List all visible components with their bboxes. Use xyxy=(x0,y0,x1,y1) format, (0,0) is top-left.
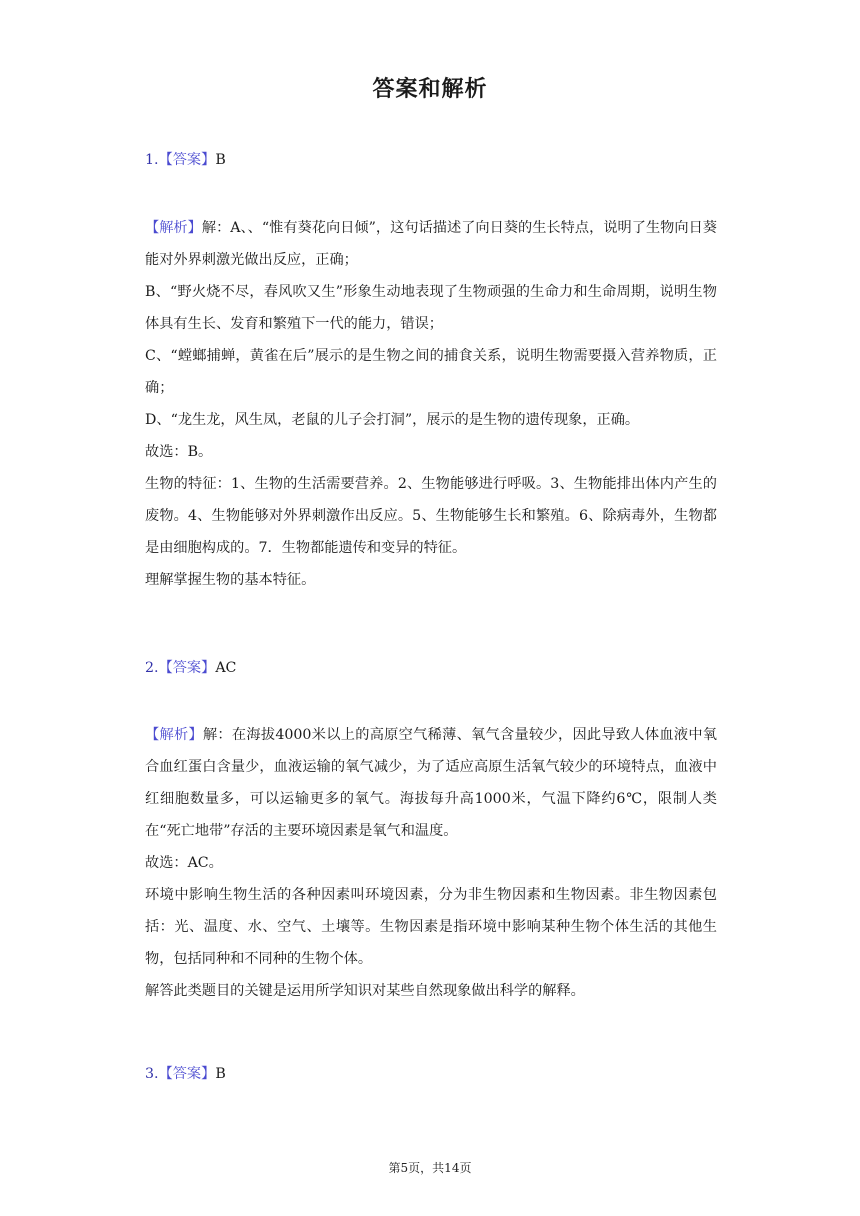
answer-line-q1 xyxy=(145,144,226,176)
answer-line-q3 xyxy=(145,1058,226,1090)
analysis-paragraph: 【解析】解：在海拔4000米以上的高原空气稀薄、氧气含量较少，因此导致人体血液中氧合血红蛋白含量少，血液运输的氧气减少，为了适应高原生活氧气较少的环境特点，血液中红细胞数量多，可以运输更多的氧气。海拔每升高1000米，气温下降约6℃，限制人类在“死亡地带”存活的主要环境因素是氧气和温度。 xyxy=(145,727,717,839)
analysis-paragraph: 【解析】解：A、、“惟有葵花向日倾”，这句话描述了向日葵的生长特点，说明了生物向日葵能对外界刺激光做出反应，正确； xyxy=(145,220,717,268)
analysis-q1 xyxy=(145,212,717,596)
page-title: 答案和解析 xyxy=(372,77,488,102)
analysis-q2 xyxy=(145,719,717,1007)
answer-value: B xyxy=(215,152,226,168)
analysis-paragraph: 环境中影响生物生活的各种因素叫环境因素，分为非生物因素和生物因素。非生物因素包括：光、温度、水、空气、土壤等。生物因素是指环境中影响某种生物个体生活的其他生物，包括同种和不同种的生物个体。 xyxy=(145,887,717,967)
page-footer: 第5页，共14页 xyxy=(388,1161,472,1175)
question-number: 2. xyxy=(145,660,159,676)
analysis-paragraph: 解答此类题目的关键是运用所学知识对某些自然现象做出科学的解释。 xyxy=(145,983,585,999)
answer-tag: 【答案】 xyxy=(158,1066,216,1082)
analysis-tag: 【解析】 xyxy=(145,727,203,743)
answer-tag: 【答案】 xyxy=(158,152,216,168)
analysis-paragraph: C、“螳螂捕蝉，黄雀在后”展示的是生物之间的捕食关系，说明生物需要摄入营养物质，正确； xyxy=(145,348,717,396)
analysis-paragraph: B、“野火烧不尽，春风吹又生”形象生动地表现了生物顽强的生命力和生命周期，说明生物体具有生长、发育和繁殖下一代的能力，错误； xyxy=(145,284,717,332)
answer-tag: 【答案】 xyxy=(158,660,216,676)
question-number: 3. xyxy=(145,1066,159,1082)
analysis-paragraph: 理解掌握生物的基本特征。 xyxy=(145,572,316,588)
answer-line-q2 xyxy=(145,652,236,684)
answer-value: AC xyxy=(215,660,237,676)
question-number: 1. xyxy=(145,152,159,168)
analysis-paragraph: D、“龙生龙，风生凤，老鼠的儿子会打洞”，展示的是生物的遗传现象，正确。 xyxy=(145,412,640,428)
analysis-paragraph: 生物的特征：1、生物的生活需要营养。2、生物能够进行呼吸。3、生物能排出体内产生的废物。4、生物能够对外界刺激作出反应。5、生物能够生长和繁殖。6、除病毒外，生物都是由细胞构成的。7．生物都能遗传和变异的特征。 xyxy=(145,476,717,556)
analysis-tag: 【解析】 xyxy=(145,220,202,236)
analysis-paragraph: 故选：AC。 xyxy=(145,855,223,871)
answer-value: B xyxy=(215,1066,226,1082)
analysis-paragraph: 故选：B。 xyxy=(145,444,213,460)
